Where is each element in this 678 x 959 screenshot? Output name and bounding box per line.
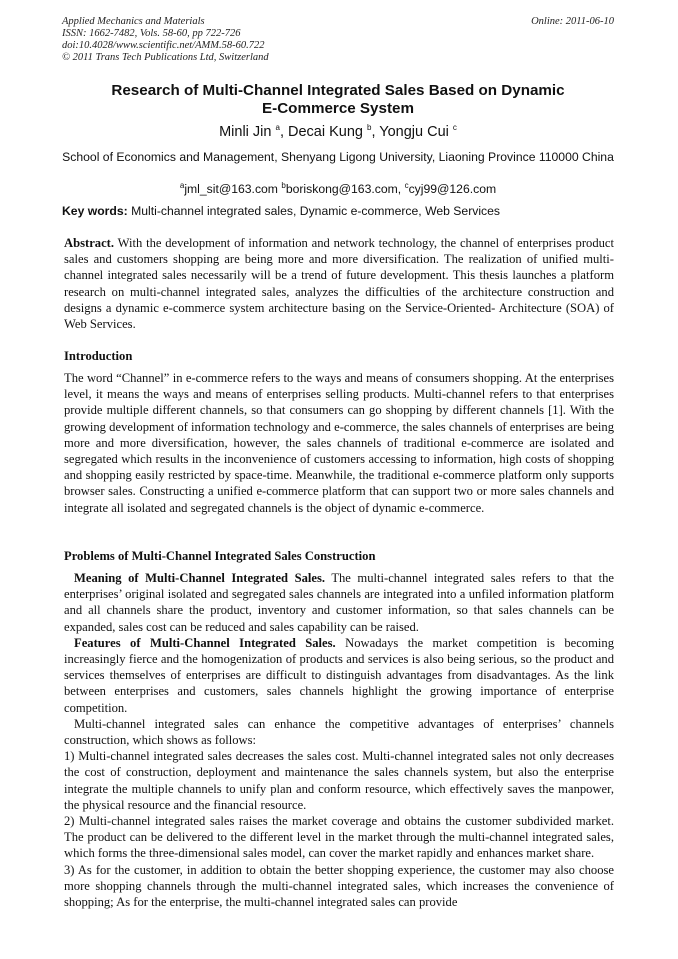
meaning-label: Meaning of Multi-Channel Integrated Sales. — [74, 571, 326, 585]
list-item: 1) Multi-channel integrated sales decreases the sales cost. Multi-channel integrated sales not only decreases the cost of construction, deployment and maintenance the sales channels system, but also the enterprise integrate the multiple channels to unify plan and conform resource, which effectively saves the manpower, the physical resource and the financial resource. — [64, 749, 614, 812]
journal-name: Applied Mechanics and Materials — [62, 16, 205, 27]
author-sup: c — [452, 123, 457, 133]
author-sup: a — [275, 123, 280, 133]
keywords — [62, 204, 614, 219]
email-address: boriskong@163.com — [285, 182, 398, 196]
author-sup: b — [367, 123, 372, 133]
abstract — [64, 235, 614, 332]
paper-title — [62, 82, 614, 118]
keywords-text: Multi-channel integrated sales, Dynamic e-commerce, Web Services — [131, 204, 501, 218]
intro-paragraph — [64, 370, 614, 516]
list-item: 2) Multi-channel integrated sales raises the market coverage and obtains the customer subdivided market. The product can be delivered to the different level in the market through the multi-channel integrated sales, which forms the three-dimensional sales model, can cover the market rapidly and enhances market share. — [64, 814, 614, 861]
author-name: Yongju Cui — [379, 124, 449, 140]
title-line-1: Research of Multi-Channel Integrated Sales Based on Dynamic — [111, 82, 565, 99]
email-address: cyj99@126.com — [408, 182, 497, 196]
doi-line: doi:10.4028/www.scientific.net/AMM.58-60.722 — [62, 40, 265, 51]
email-sup: b — [281, 180, 286, 190]
keywords-label: Key words: — [62, 204, 128, 218]
email-list: $^a$jml_sit@163.com $^b$boriskong@163.com, $^c$cyj99@126.com — [179, 180, 497, 196]
email-address: jml_sit@163.com — [184, 182, 278, 196]
issn-line: ISSN: 1662-7482, Vols. 58-60, pp 722-726 — [62, 28, 241, 39]
enhance-paragraph: Multi-channel integrated sales can enhance the competitive advantages of enterprises’ channels construction, which shows as follows: — [64, 716, 614, 748]
features-label: Features of Multi-Channel Integrated Sales. — [74, 635, 336, 650]
copyright-line: © 2011 Trans Tech Publications Ltd, Switzerland — [62, 52, 269, 63]
problems-heading: Problems of Multi-Channel Integrated Sales Construction — [64, 549, 376, 563]
author-list: Minli Jin $^a$, Decai Kung $^b$, Yongju Cui $^c$ — [219, 123, 457, 140]
features-text: Nowadays the market competition is becoming increasingly fierce and the homogenization of products and services is also being serious, so the product and services themselves of enterprises are difficult to distinguish advantages from disadvantages. As the link between enterprises and customers, sales channels highlight the growing importance of enterprise competition. — [64, 635, 614, 715]
meaning-text: The multi-channel integrated sales refers to that the enterprises’ original isolated and segregated sales channels are integrated into a unfiled information platform and all channels share the product, inventory and customer information, so that sales channels can be expanded, sales cost can be reduced and sales capability can be raised. — [64, 571, 615, 634]
title-line-2: E-Commerce System — [262, 100, 414, 117]
abstract-label: Abstract. — [64, 236, 115, 250]
email-sup: c — [404, 180, 409, 190]
intro-text: The word “Channel” in e-commerce refers to the ways and means of consumers shopping. At the enterprises level, it means the ways and means of enterprises selling products. Multi-channel refers to that enterprises provide multiple different channels, so that consumers can go shopping by different channels [1]. With the growing development of information technology and e-commerce, the sales channels of enterprises are being more and more diversification, however, the sales channels of traditional e-commerce are isolated and segregated which results in the inconvenience of customers accessing to information, high costs of shopping and shopping easily restricted by space-time. Meanwhile, the traditional e-commerce platform only supports browser sales. Constructing a unified e-commerce platform that can support two or more sales channels and integrate all isolated and segregated channels is the object of dynamic e-commerce. — [64, 371, 614, 515]
meaning-paragraph — [64, 570, 614, 635]
online-date: Online: 2011-06-10 — [531, 16, 614, 27]
affiliation: School of Economics and Management, Shenyang Ligong University, Liaoning Province 110000 China — [62, 150, 614, 164]
features-paragraph — [64, 635, 614, 716]
intro-heading: Introduction — [64, 349, 133, 363]
journal-header — [62, 16, 269, 64]
problems-section — [64, 570, 614, 910]
list-item: 3) As for the customer, in addition to obtain the better shopping experience, the customer may also choose more shopping channels through the multi-channel integrated sales, which increases the convenience of shopping; As for the enterprise, the multi-channel integrated sales can provide — [64, 862, 614, 910]
email-sup: a — [179, 180, 185, 190]
author-name: Decai Kung — [288, 124, 363, 140]
abstract-text: With the development of information and network technology, the channel of enterprises product sales and customers shopping are being more and more diversification. The realization of unified multi-channel integrated sales necessarily will be a trend of future development. This thesis launches a platform research on multi-channel integrated sales, analyzes the difficulties of the architecture construction and designs a dynamic e-commerce system architecture basing on the Service-Oriented- Architecture (SOA) of Web Services. — [64, 236, 615, 332]
author-name: Minli Jin — [219, 124, 272, 140]
